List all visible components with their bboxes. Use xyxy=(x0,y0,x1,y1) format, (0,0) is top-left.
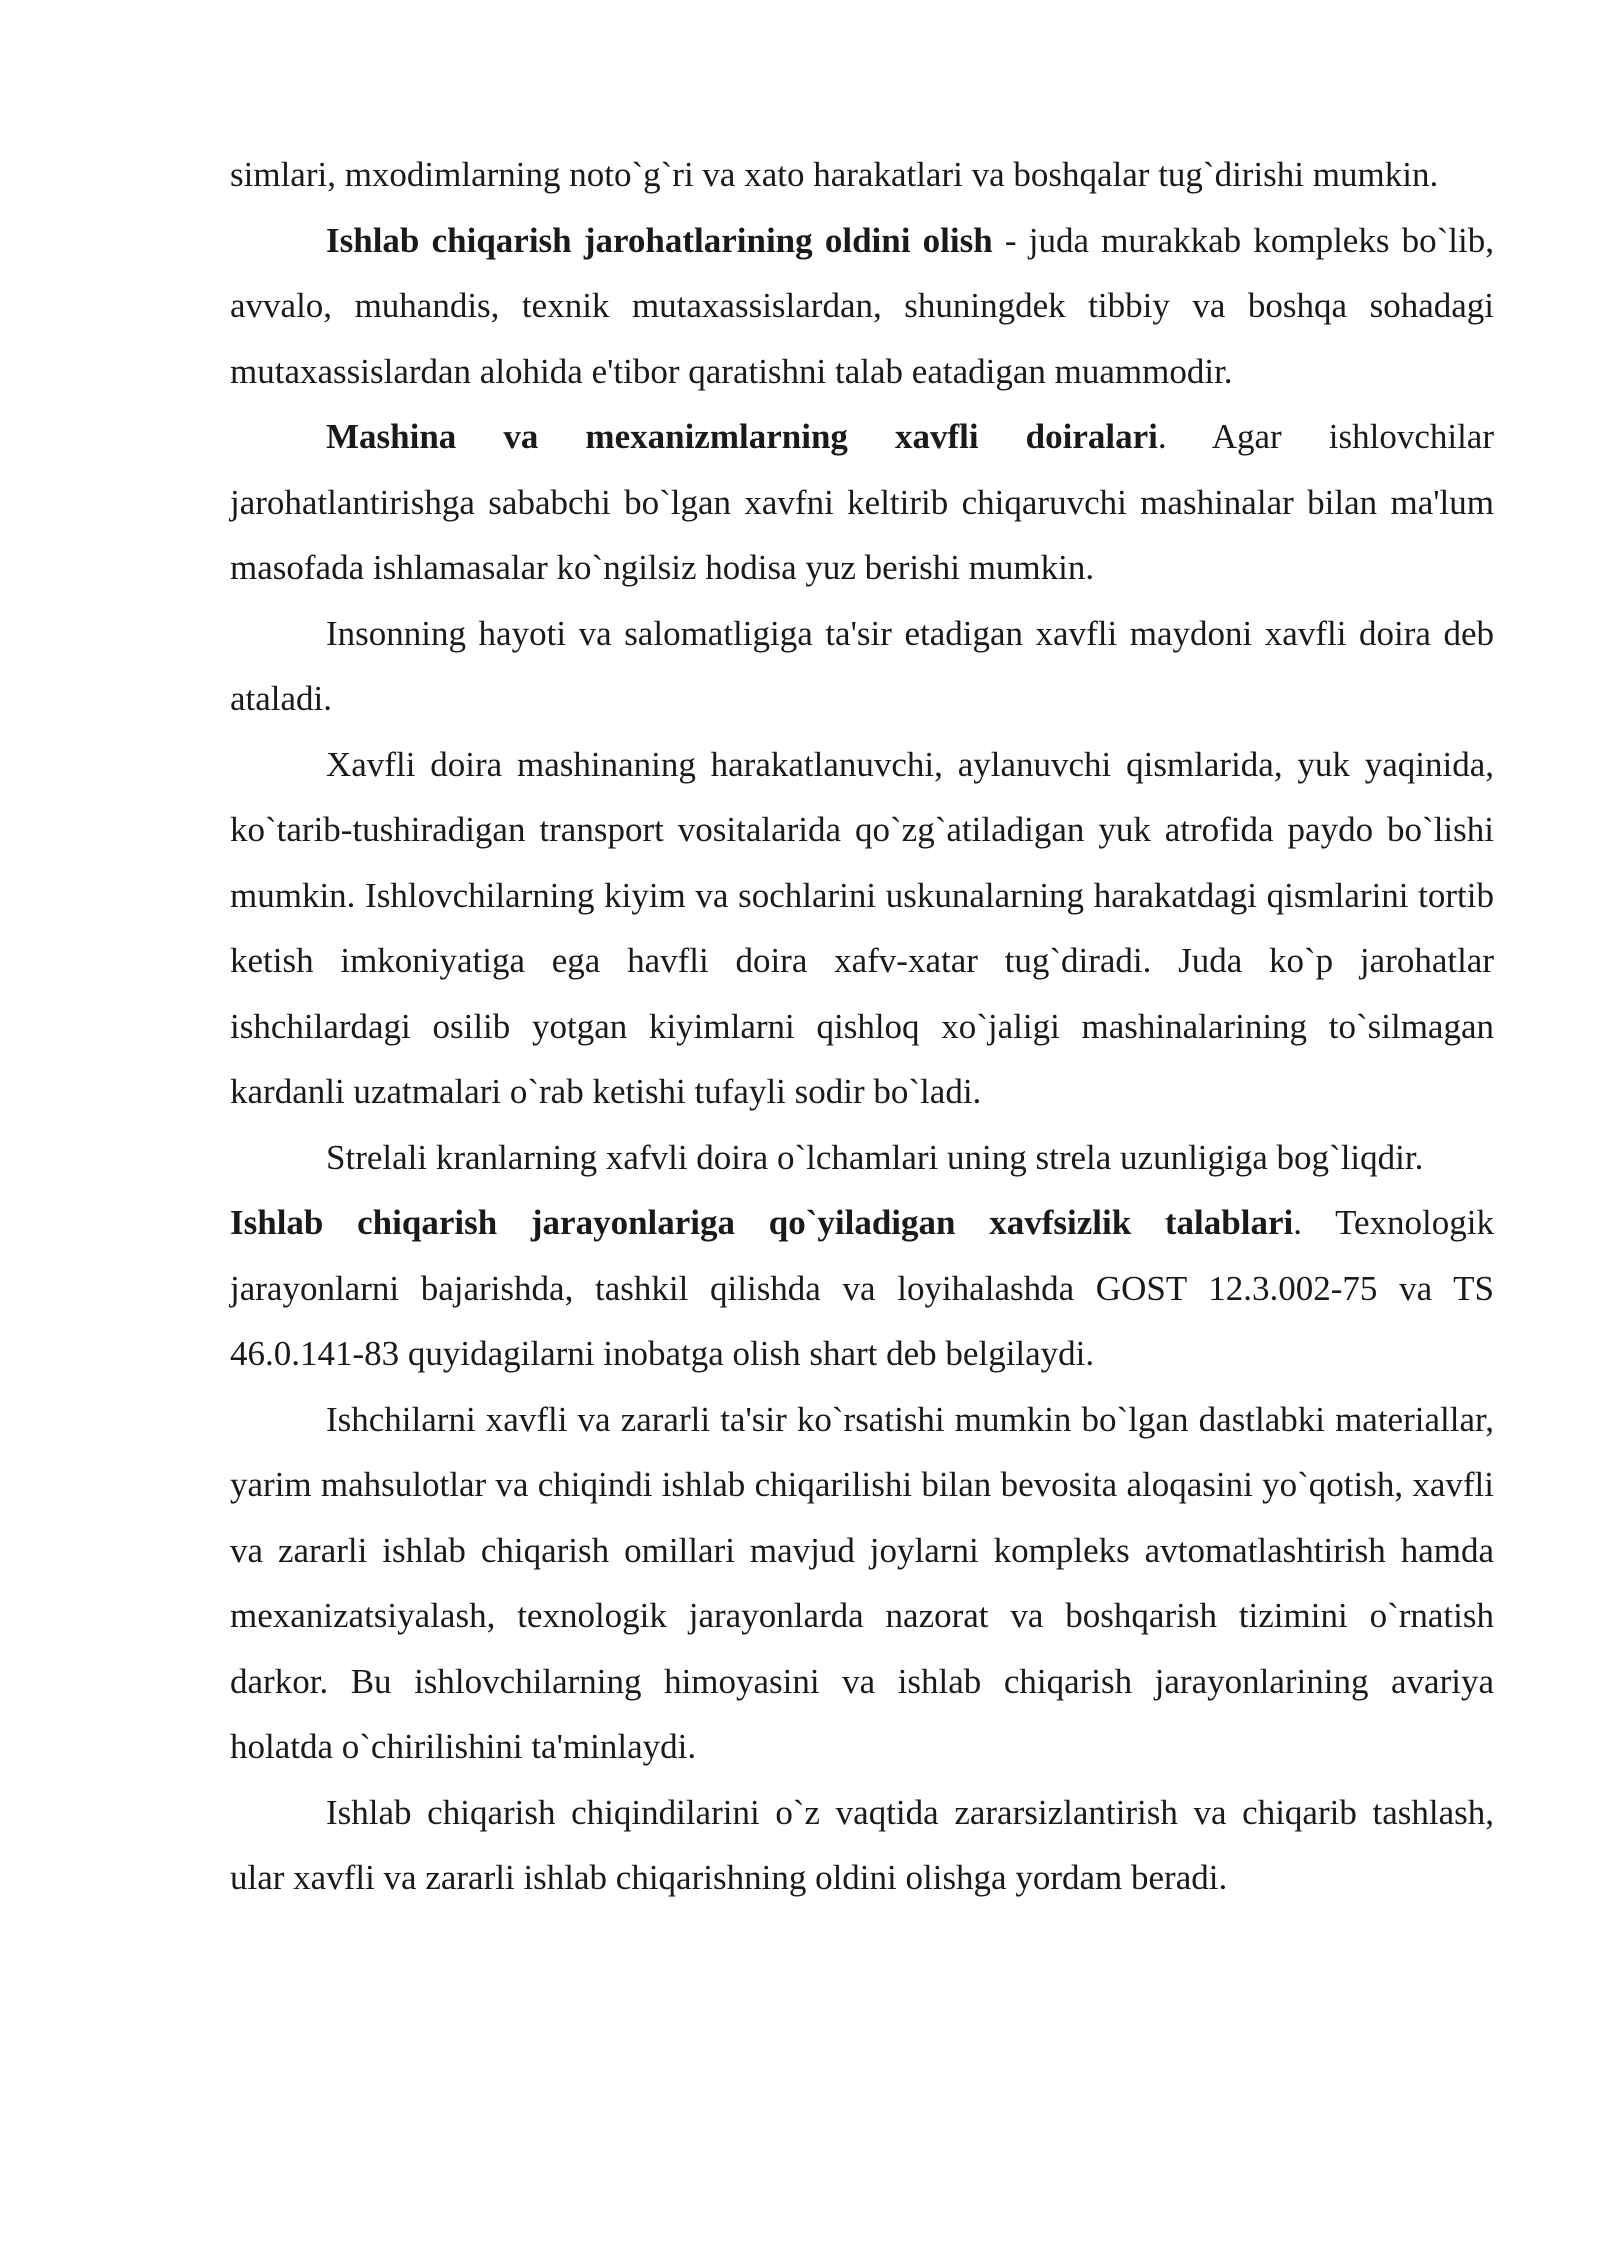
paragraph-safety-requirements xyxy=(230,1190,1494,1387)
paragraph-text: Ishlab chiqarish chiqindilarini o`z vaqtida zararsizlantirish va chiqarib tashlash, ular xavfli va zararli ishlab chiqarishning oldini olishga yordam beradi. xyxy=(230,1792,1494,1897)
paragraph-heading: Ishlab chiqarish jarayonlariga qo`yiladigan xavfsizlik talablari xyxy=(230,1203,1294,1242)
paragraph-text: Strelali kranlarning xafvli doira o`lchamlari uning strela uzunligiga bog`liqdir. xyxy=(326,1137,1424,1177)
paragraph-text: . Agar ishlovchilar jarohatlantirishga sababchi bo`lgan xavfni keltirib chiqaruvchi mashinalar bilan ma'lum masofada ishlamasalar ko`ngilsiz hodisa yuz berishi mumkin. xyxy=(230,417,1494,587)
paragraph-cranes xyxy=(230,1125,1494,1191)
paragraph-text: Ishchilarni xavfli va zararli ta'sir ko`rsatishi mumkin bo`lgan dastlabki materiallar, yarim mahsulotlar va chiqindi ishlab chiqarilishi bilan bevosita aloqasini yo`qotish, xavfli va zararli ishlab chiqarish omillari mavjud joylarni kompleks avtomatlashtirish hamda mexanizatsiyalash, texnologik jarayonlarda nazorat va boshqarish tizimini o`rnatish darkor. Bu ishlovchilarning himoyasini va ishlab chiqarish jarayonlarining avariya holatda o`chirilishini ta'minlaydi. xyxy=(230,1399,1494,1766)
paragraph-heading: Ishlab chiqarish jarohatlarining oldini olish xyxy=(326,220,993,260)
paragraph-waste-disposal xyxy=(230,1780,1494,1911)
paragraph-worker-protection xyxy=(230,1387,1494,1780)
paragraph-text: simlari, mxodimlarning noto`g`ri va xato harakatlari va boshqalar tug`dirishi mumkin. xyxy=(230,155,1439,194)
paragraph-text: Insonning hayoti va salomatligiga ta'sir etadigan xavfli maydoni xavfli doira deb ataladi. xyxy=(230,613,1494,718)
paragraph-continuation xyxy=(230,142,1494,208)
paragraph-text: - juda murakkab kompleks bo`lib, avvalo, muhandis, texnik mutaxassislardan, shuningdek tibbiy va boshqa sohadagi mutaxassislardan alohida e'tibor qaratishni talab eatadigan muammodir. xyxy=(230,220,1494,391)
paragraph-text: . Texnologik jarayonlarni bajarishda, tashkil qilishda va loyihalashda GOST 12.3.002-75 va TS 46.0.141-83 quyidagilarni inobatga olish shart deb belgilaydi. xyxy=(230,1203,1494,1373)
paragraph-danger-sources xyxy=(230,732,1494,1125)
paragraph-text: Xavfli doira mashinaning harakatlanuvchi, aylanuvchi qismlarida, yuk yaqinida, ko`tarib-tushiradigan transport vositalarida qo`zg`atiladigan yuk atrofida paydo bo`lishi mumkin. Ishlovchilarning kiyim va sochlarini uskunalarning harakatdagi qismlarini tortib ketish imkoniyatiga ega havfli doira xafv-xatar tug`diradi. Juda ko`p jarohatlar ishchilardagi osilib yotgan kiyimlarni qishloq xo`jaligi mashinalarining to`silmagan kardanli uzatmalari o`rab ketishi tufayli sodir bo`ladi. xyxy=(230,744,1494,1111)
paragraph-danger-zones xyxy=(230,404,1494,601)
paragraph-danger-definition xyxy=(230,601,1494,732)
paragraph-heading: Mashina va mexanizmlarning xavfli doiralari xyxy=(326,417,1158,456)
paragraph-injury-prevention xyxy=(230,208,1494,405)
document-page xyxy=(230,142,1494,1911)
